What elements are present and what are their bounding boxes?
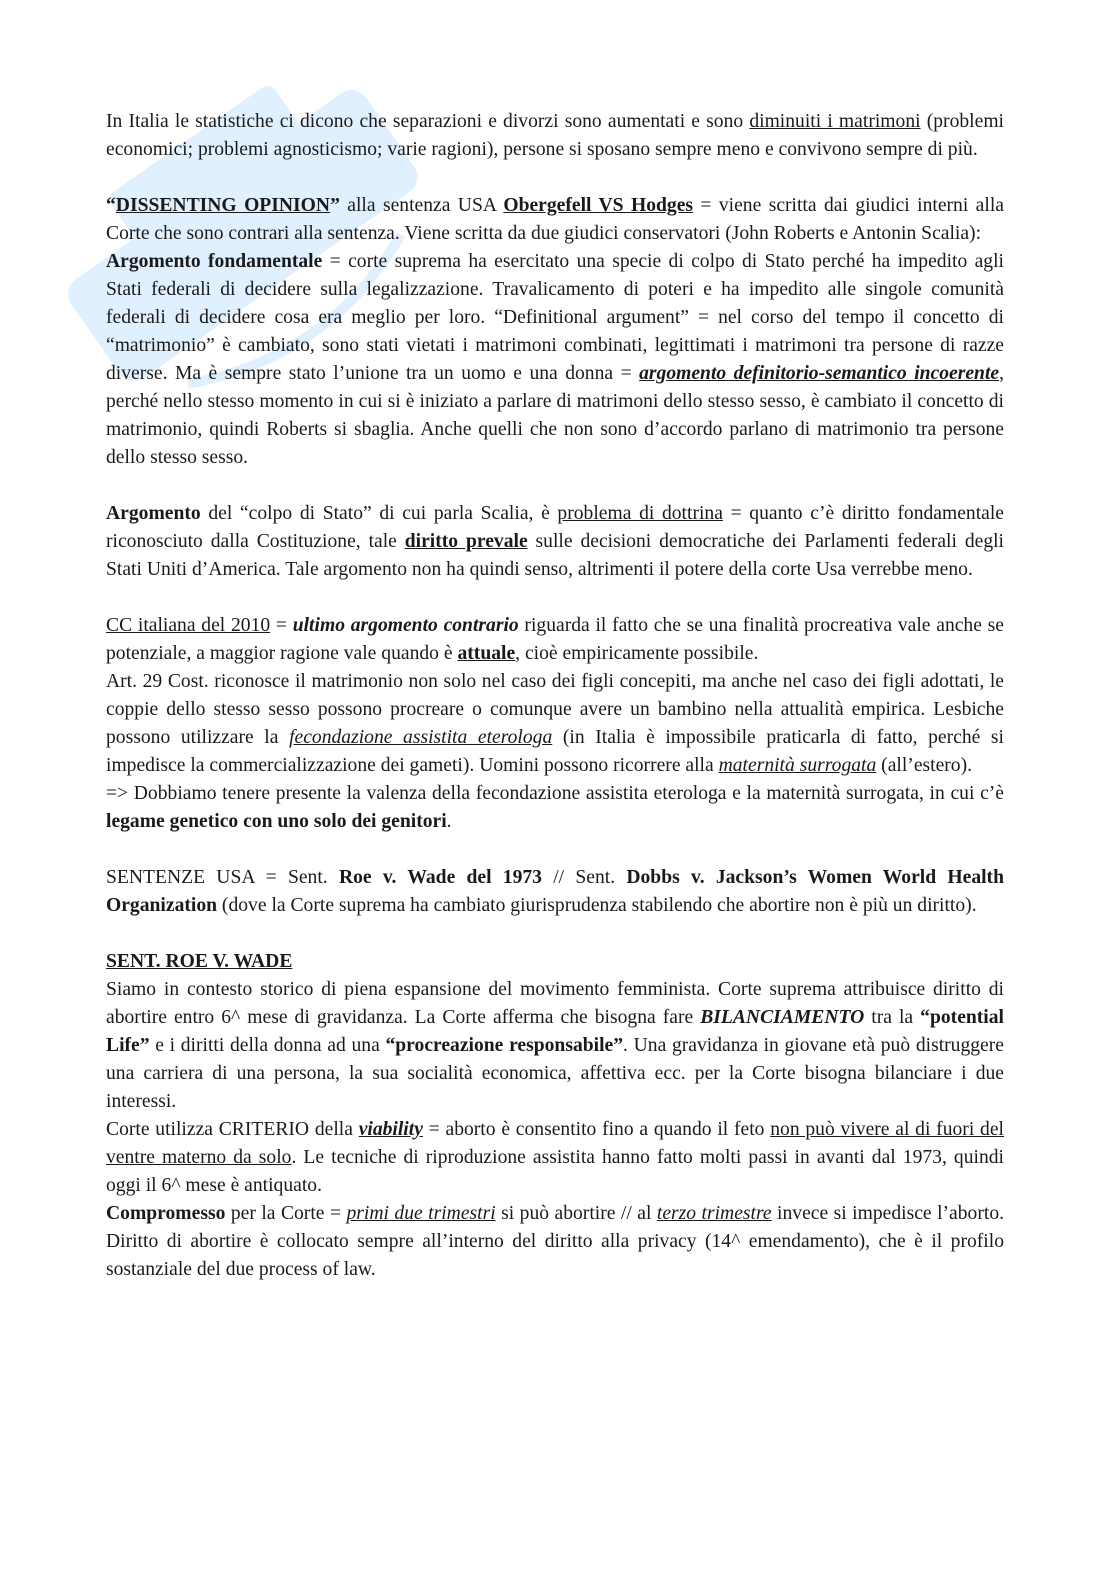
text: SENTENZE USA = Sent. bbox=[106, 867, 339, 888]
text: = aborto è consentito fino a quando il feto bbox=[422, 1119, 771, 1140]
case-name: Obergefell VS Hodges bbox=[503, 195, 694, 216]
text: In Italia le statistiche ci dicono che separazioni e divorzi sono aumentati e sono bbox=[106, 111, 750, 132]
underlined-text: diminuiti i matrimoni bbox=[749, 111, 921, 132]
paragraph-11 bbox=[106, 1200, 1004, 1284]
text: . Le tecniche di riproduzione assistita hanno fatto molti passi in avanti dal 1973, quindi oggi il 6^ mese è antiquato. bbox=[106, 1147, 1004, 1196]
underlined-text: non può vivere al di fuori del ventre materno da solo bbox=[106, 1119, 1004, 1168]
text: = quanto c’è diritto fondamentale riconosciuto dalla Costituzione, tale bbox=[106, 503, 1005, 552]
case-name: Roe v. Wade del 1973 bbox=[338, 867, 542, 888]
text: (all’estero). bbox=[876, 755, 973, 776]
paragraph-2 bbox=[106, 192, 1004, 248]
text: = corte suprema ha esercitato una specie di colpo di Stato perché ha impedito agli Stati federali di decidere sulla legalizzazione. Travalicamento di poteri e ha impedito alle singole comunità federali di decidere cosa era meglio per loro. “Definitional argument” = nel corso del tempo il concetto di “matrimonio” è cambiato, sono stati vietati i matrimoni combinati, legittimati i matrimoni tra persone di razze diverse. Ma è sempre stato l’unione tra un uomo e una donna = bbox=[106, 251, 1004, 384]
paragraph-6 bbox=[106, 668, 1004, 780]
paragraph-3 bbox=[106, 248, 1004, 472]
text: . Una gravidanza in giovane età può distruggere una carriera di una persona, la sua socialità economica, affettiva ecc. per la Corte bisogna bilanciare i due interessi. bbox=[106, 1035, 1004, 1112]
underlined-text: CC italiana del 2010 bbox=[106, 615, 271, 636]
italic-term: maternità surrogata bbox=[718, 755, 877, 776]
text: ” bbox=[330, 195, 340, 216]
bold-italic-term: BILANCIAMENTO bbox=[700, 1007, 865, 1028]
document-body bbox=[106, 108, 1004, 1284]
text: Siamo in contesto storico di piena espansione del movimento femminista. Corte suprema attribuisce diritto di abortire entro 6^ mese di gravidanza. La Corte afferma che bisogna fare bbox=[106, 979, 1004, 1028]
bold-term: attuale bbox=[457, 643, 516, 664]
bold-term: diritto prevale bbox=[404, 531, 528, 552]
text: . bbox=[446, 811, 452, 832]
paragraph-1 bbox=[106, 108, 1004, 164]
bold-term: legame genetico con uno solo dei genitori bbox=[106, 811, 447, 832]
text: e i diritti della donna ad una bbox=[149, 1035, 386, 1056]
text: , perché nello stesso momento in cui si è iniziato a parlare di matrimoni dello stesso sesso, è cambiato il concetto di matrimonio, quindi Roberts si sbaglia. Anche quelli che non sono d’accordo parlano di matrimonio tra persone dello stesso sesso. bbox=[106, 363, 1004, 468]
case-name: Dobbs v. Jackson’s Women World Health Organization bbox=[106, 867, 1004, 916]
text: (in Italia è impossibile praticarla di fatto, perché si impedisce la commercializzazione dei gameti). Uomini possono ricorrere alla bbox=[106, 727, 1004, 776]
paragraph-5 bbox=[106, 612, 1004, 668]
heading-text: SENT. ROE V. WADE bbox=[106, 951, 293, 972]
text: del “colpo di Stato” di cui parla Scalia, è bbox=[200, 503, 558, 524]
text: Corte utilizza CRITERIO della bbox=[106, 1119, 359, 1140]
section-heading bbox=[106, 948, 1004, 976]
bold-term: Compromesso bbox=[106, 1203, 226, 1224]
bold-term: Argomento fondamentale bbox=[106, 251, 323, 272]
paragraph-10 bbox=[106, 1116, 1004, 1200]
italic-term: terzo trimestre bbox=[656, 1203, 772, 1224]
bold-term: Argomento bbox=[106, 503, 201, 524]
paragraph-8 bbox=[106, 864, 1004, 920]
text: alla sentenza USA bbox=[339, 195, 504, 216]
term-dissenting-opinion: DISSENTING OPINION bbox=[115, 195, 331, 216]
text: tra la bbox=[864, 1007, 921, 1028]
paragraph-4 bbox=[106, 500, 1004, 584]
text: , cioè empiricamente possibile. bbox=[515, 643, 759, 664]
bold-term: “procreazione responsabile” bbox=[385, 1035, 624, 1056]
italic-term: fecondazione assistita eterologa bbox=[289, 727, 553, 748]
bold-italic-term: viability bbox=[358, 1119, 423, 1140]
bold-italic-term: argomento definitorio-semantico incoerente bbox=[639, 363, 1000, 384]
text: “ bbox=[106, 195, 116, 216]
text: = viene scritta dai giudici interni alla Corte che sono contrari alla sentenza. Viene scritta da due giudici conservatori (John Roberts e Antonin Scalia): bbox=[106, 195, 1004, 244]
text: = bbox=[270, 615, 293, 636]
text: per la Corte = bbox=[225, 1203, 347, 1224]
text: riguarda il fatto che se una finalità procreativa vale anche se potenziale, a maggior ragione vale quando è bbox=[106, 615, 1004, 664]
text: invece si impedisce l’aborto. Diritto di abortire è collocato sempre all’interno del diritto alla privacy (14^ emendamento), che è il profilo sostanziale del due process of law. bbox=[106, 1203, 1005, 1280]
text: // Sent. bbox=[541, 867, 627, 888]
text: sulle decisioni democratiche dei Parlamenti federali degli Stati Uniti d’America. Tale argomento non ha quindi senso, altrimenti il potere della corte Usa verrebbe meno. bbox=[106, 531, 1005, 580]
text: si può abortire // al bbox=[495, 1203, 657, 1224]
bold-term: “potential Life” bbox=[106, 1007, 1004, 1056]
underlined-text: problema di dottrina bbox=[557, 503, 723, 524]
italic-term: primi due trimestri bbox=[346, 1203, 496, 1224]
text: (dove la Corte suprema ha cambiato giurisprudenza stabilendo che abortire non è più un diritto). bbox=[217, 895, 977, 916]
paragraph-7 bbox=[106, 780, 1004, 836]
paragraph-9 bbox=[106, 976, 1004, 1116]
bold-italic-term: ultimo argomento contrario bbox=[292, 615, 519, 636]
text: Art. 29 Cost. riconosce il matrimonio non solo nel caso dei figli concepiti, ma anche nel caso dei figli adottati, le coppie dello stesso sesso possono procreare o comunque avere un bambino nella attualità empirica. Lesbiche possono utilizzare la bbox=[106, 671, 1004, 748]
text: => Dobbiamo tenere presente la valenza della fecondazione assistita eterologa e la maternità surrogata, in cui c’è bbox=[106, 783, 1004, 804]
text: (problemi economici; problemi agnosticismo; varie ragioni), persone si sposano sempre meno e convivono sempre di più. bbox=[106, 111, 1005, 160]
